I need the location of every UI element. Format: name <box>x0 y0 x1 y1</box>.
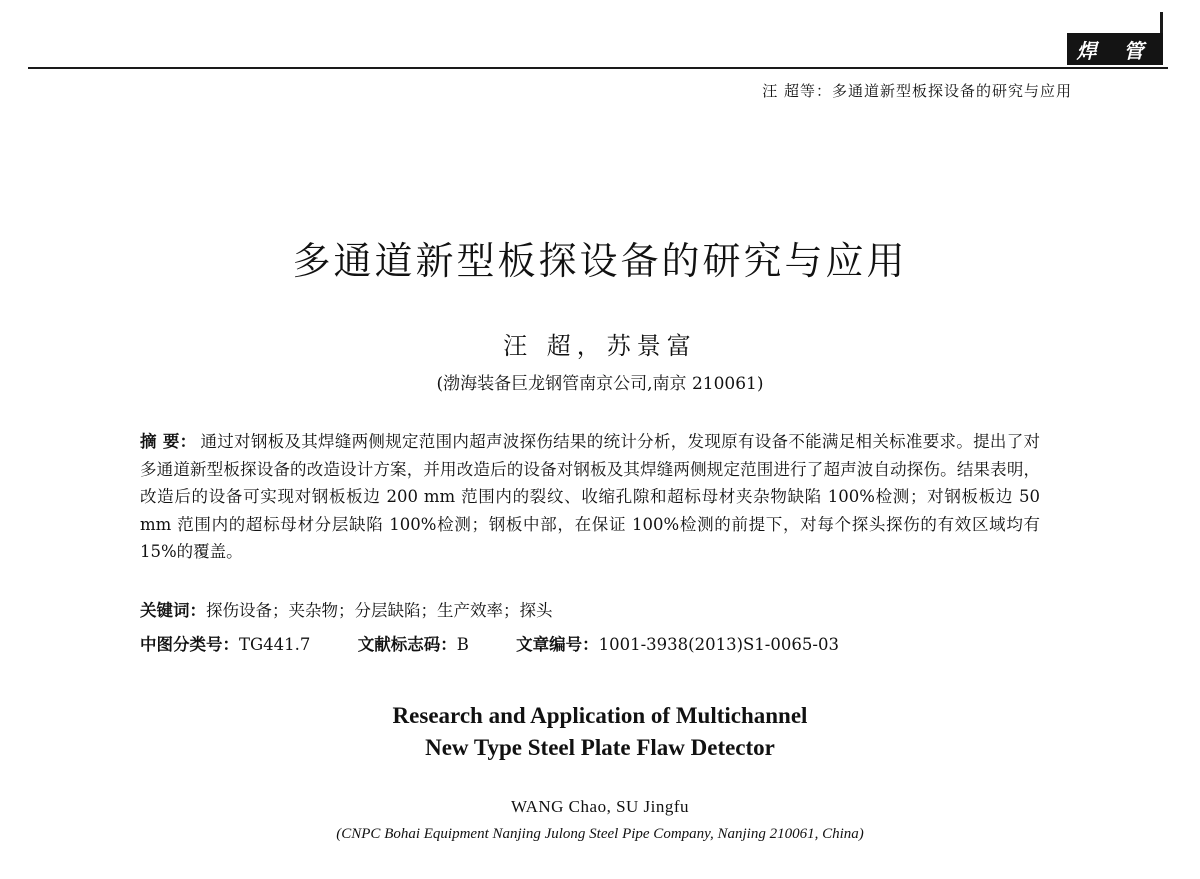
doc-code <box>358 631 469 655</box>
doc-label: 文献标志码： <box>357 635 457 654</box>
header-rule <box>28 67 1168 69</box>
clc-label: 中图分类号： <box>140 635 239 654</box>
abstract-text: 通过对钢板及其焊缝两侧规定范围内超声波探伤结果的统计分析，发现原有设备不能满足相关标准要求。提出了对多通道新型板探设备的改造设计方案，并用改造后的设备对钢板及其焊缝两侧规定范围进行了超声波自动探伤。结果表明，改造后的设备可实现对钢板板边 200 mm 范围内的裂纹、收缩孔隙和超标母材夹杂物缺陷 100%检测；对钢板板边 50 mm 范围内的超标母材分层缺陷 100%检测；钢板中部，在保证 100%检测的前提下，对每个探头探伤的有效区域均有 15%的覆盖。 <box>140 432 1040 561</box>
keywords-text: 探伤设备；夹杂物；分层缺陷；生产效率；探头 <box>206 601 553 620</box>
clc-code <box>140 631 310 655</box>
clc-value: TG441.7 <box>239 635 311 654</box>
keywords-label: 关键词： <box>140 601 206 620</box>
abstract-label: 摘 要： <box>140 432 197 451</box>
paper-title-cn: 多通道新型板探设备的研究与应用 <box>292 239 908 283</box>
section-tab: 焊 管 <box>1067 33 1163 65</box>
article-label: 文章编号： <box>516 635 599 654</box>
keywords <box>140 597 1040 621</box>
authors-en: WANG Chao, SU Jingfu <box>510 797 690 816</box>
paper-title-en <box>0 700 1200 764</box>
article-number <box>516 631 839 655</box>
affiliation-en: (CNPC Bohai Equipment Nanjing Julong Steel Pipe Company, Nanjing 210061, China) <box>336 826 864 842</box>
article-value: 1001-3938(2013)S1-0065-03 <box>598 635 839 654</box>
title-en-line1: Research and Application of Multichannel <box>392 703 808 728</box>
title-en-line2: New Type Steel Plate Flaw Detector <box>425 735 775 760</box>
classification-row <box>140 631 1040 655</box>
abstract <box>140 428 1040 566</box>
affiliation-cn: (渤海装备巨龙钢管南京公司,南京 210061) <box>436 374 764 394</box>
running-head: 汪 超等：多通道新型板探设备的研究与应用 <box>762 82 1072 100</box>
doc-value: B <box>456 635 469 654</box>
authors-cn: 汪 超，苏景富 <box>503 332 697 360</box>
